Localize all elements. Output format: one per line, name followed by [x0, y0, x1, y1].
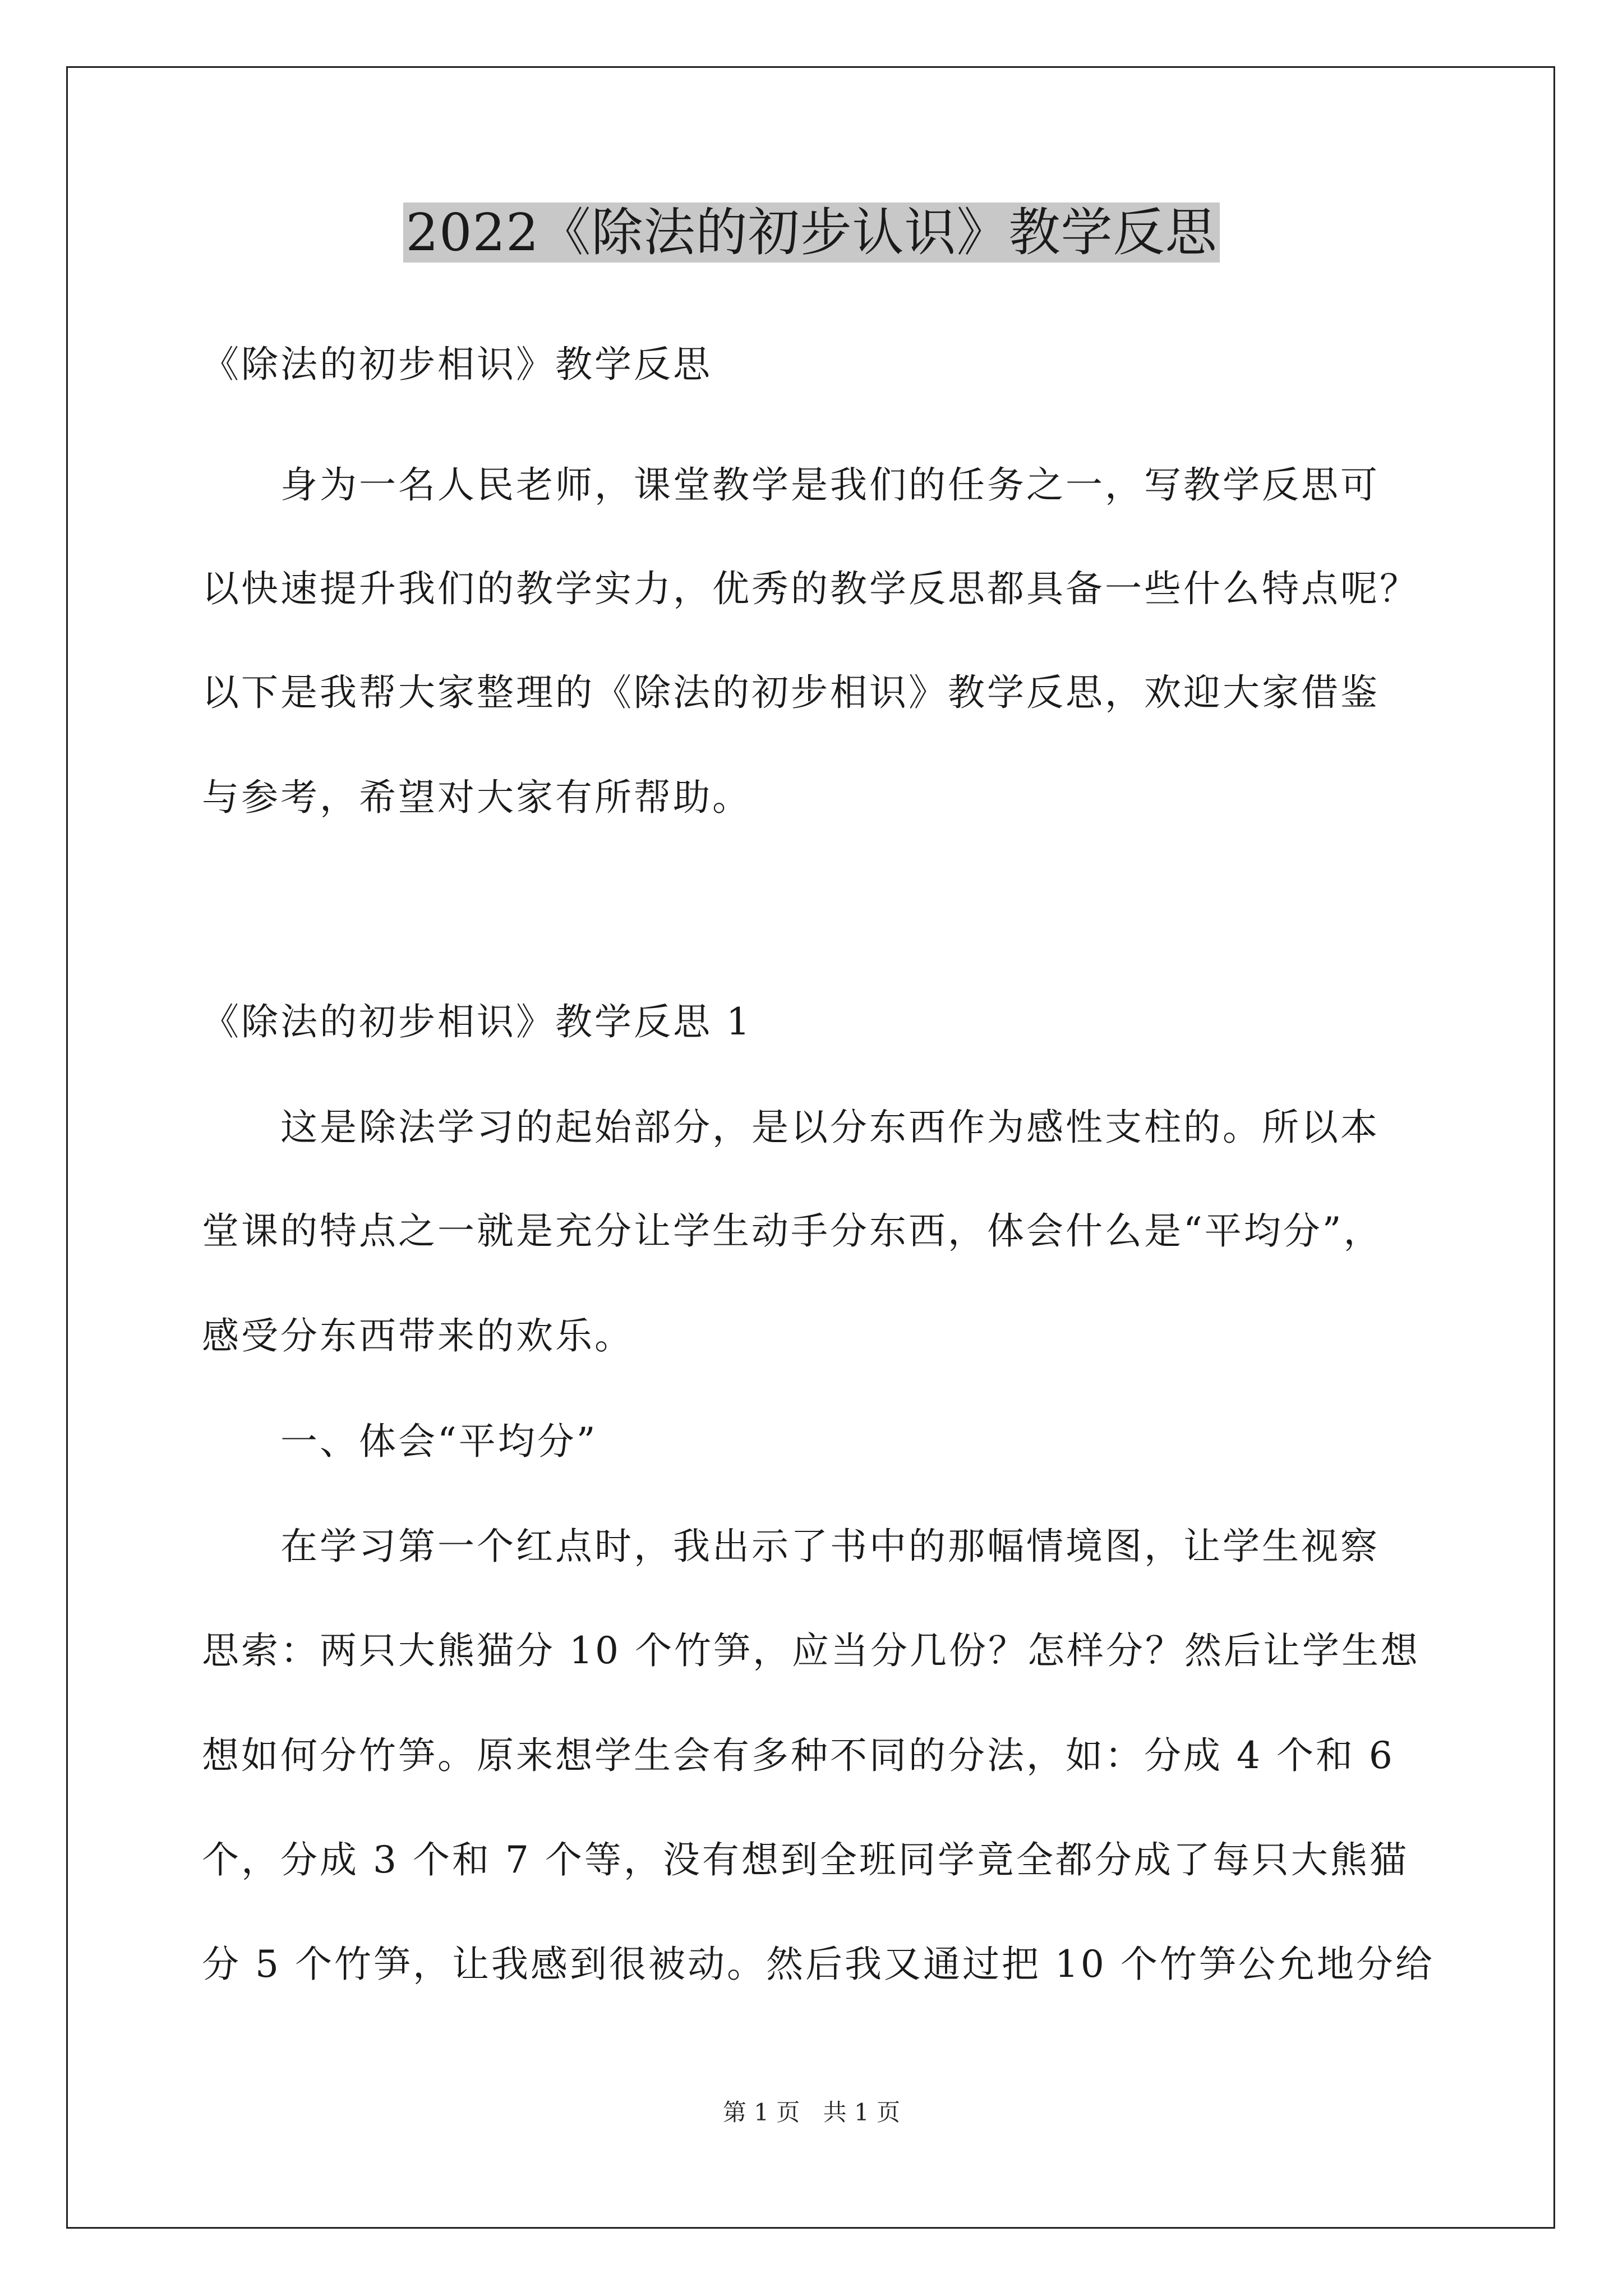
- paragraph-line: 感受分东西带来的欢乐。: [202, 1314, 634, 1358]
- paragraph-line: 个，分成 3 个和 7 个等，没有想到全班同学竟全都分成了每只大熊猫: [202, 1838, 1409, 1881]
- paragraph-line: 以快速提升我们的教学实力，优秀的教学反思都具备一些什么特点呢？: [202, 567, 1419, 610]
- paragraph-line: 在学习第一个红点时，我出示了书中的那幅情境图，让学生视察: [280, 1525, 1380, 1568]
- section-heading: 《除法的初步相识》教学反思 1: [202, 1000, 752, 1043]
- document-title-text: 2022《除法的初步认识》教学反思: [403, 203, 1219, 263]
- paragraph-line: 以下是我帮大家整理的《除法的初步相识》教学反思，欢迎大家借鉴: [202, 671, 1380, 714]
- paragraph-line: 与参考，希望对大家有所帮助。: [202, 776, 751, 819]
- paragraph-line: 这是除法学习的起始部分，是以分东西作为感性支柱的。所以本: [280, 1106, 1380, 1149]
- subtitle-line: 《除法的初步相识》教学反思: [202, 343, 712, 386]
- paragraph-line: 思索：两只大熊猫分 10 个竹笋，应当分几份？怎样分？然后让学生想: [202, 1629, 1420, 1672]
- page-footer: [0, 2097, 1623, 2128]
- document-title: [0, 199, 1623, 266]
- page-number-current: 第 1 页: [722, 2099, 800, 2126]
- page-number-total: 共 1 页: [823, 2099, 901, 2126]
- paragraph-line: 分 5 个竹笋，让我感到很被动。然后我又通过把 10 个竹笋公允地分给: [202, 1943, 1435, 1986]
- paragraph-line: 堂课的特点之一就是充分让学生动手分东西，体会什么是“平均分”，: [202, 1209, 1383, 1253]
- paragraph-line: 身为一名人民老师，课堂教学是我们的任务之一，写教学反思可: [280, 463, 1380, 507]
- subsection-heading: 一、体会“平均分”: [280, 1420, 598, 1463]
- paragraph-line: 想如何分竹笋。原来想学生会有多种不同的分法，如：分成 4 个和 6: [202, 1734, 1395, 1777]
